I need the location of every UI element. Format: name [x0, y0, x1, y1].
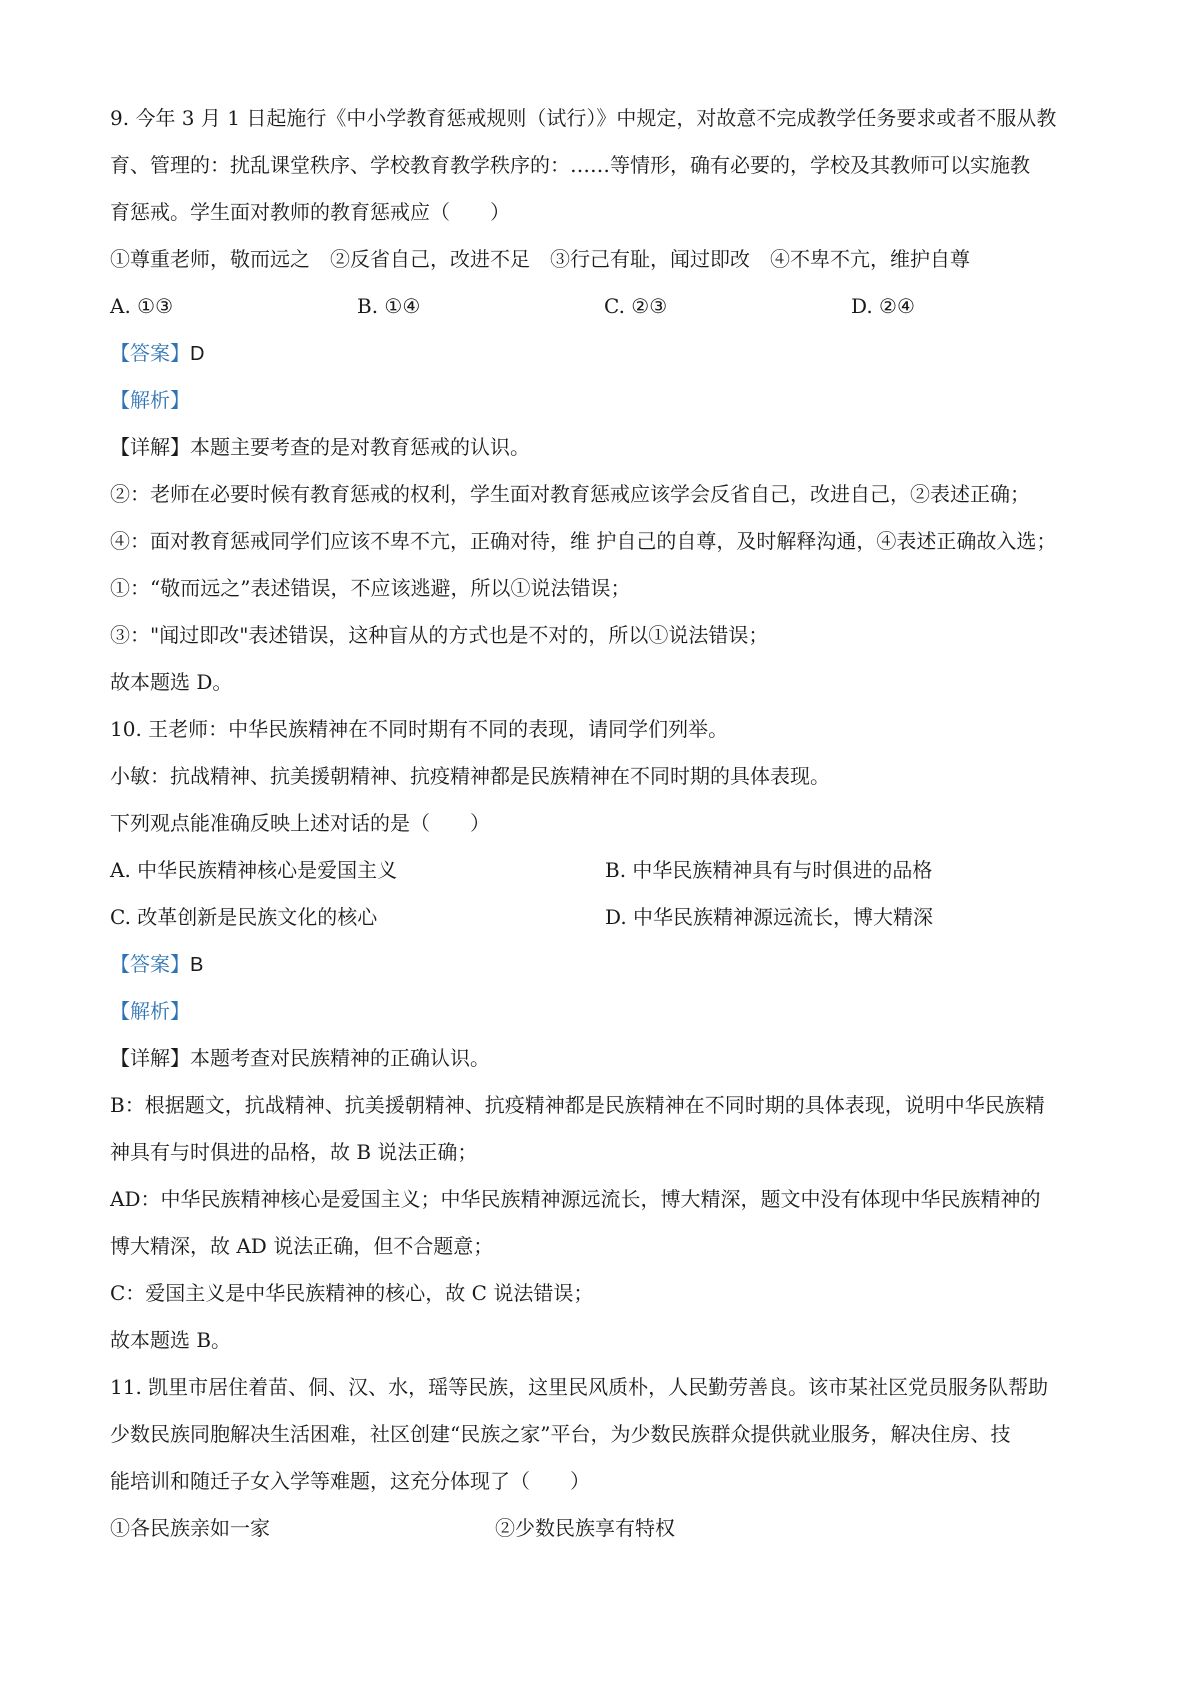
question-stem-line: 下列观点能准确反映上述对话的是（ ）: [110, 811, 490, 835]
option-c: C. 改革创新是民族文化的核心: [110, 905, 378, 929]
option-a: A. ①③: [110, 294, 174, 318]
detail-line: B：根据题文，抗战精神、抗美援朝精神、抗疫精神都是民族精神在不同时期的具体表现，说明中华民族精: [110, 1093, 1045, 1117]
question-stem-line: 少数民族同胞解决生活困难，社区创建“民族之家”平台，为少数民族群众提供就业服务，解决住房、技: [110, 1422, 1011, 1446]
statement-2: ②少数民族享有特权: [495, 1516, 675, 1540]
option-b: B. ①④: [357, 294, 421, 318]
question-9: [110, 95, 1100, 706]
statement-1: ①各民族亲如一家: [110, 1516, 270, 1540]
option-b: B. 中华民族精神具有与时俱进的品格: [605, 858, 933, 882]
detail-line: 故本题选 D。: [110, 670, 233, 694]
question-10: [110, 706, 1100, 1364]
detail-line: ②：老师在必要时候有教育惩戒的权利，学生面对教育惩戒应该学会反省自己，改进自己，②表述正确；: [110, 482, 1030, 506]
detail-line: C：爱国主义是中华民族精神的核心，故 C 说法错误；: [110, 1281, 594, 1305]
detail-line: 【详解】本题考查对民族精神的正确认识。: [110, 1046, 490, 1070]
question-11: [110, 1364, 1100, 1552]
analysis-tag: 【解析】: [110, 999, 190, 1023]
option-row: [110, 894, 1100, 941]
question-stem-line: 11. 凯里市居住着苗、侗、汉、水，瑶等民族，这里民风质朴，人民勤劳善良。该市某社区党员服务队帮助: [110, 1375, 1049, 1399]
answer-line: [110, 330, 1100, 377]
answer-line: [110, 941, 1100, 988]
question-stem-line: 10. 王老师：中华民族精神在不同时期有不同的表现，请同学们列举。: [110, 717, 729, 741]
statement-row: [110, 1505, 1100, 1552]
detail-line: 博大精深，故 AD 说法正确，但不合题意；: [110, 1234, 494, 1258]
detail-line: AD：中华民族精神核心是爱国主义；中华民族精神源远流长，博大精深，题文中没有体现中华民族精神的: [110, 1187, 1041, 1211]
option-d: D. ②④: [851, 294, 915, 318]
question-stem-line: 小敏：抗战精神、抗美援朝精神、抗疫精神都是民族精神在不同时期的具体表现。: [110, 764, 830, 788]
question-stem-line: 育惩戒。学生面对教师的教育惩戒应（ ）: [110, 200, 510, 224]
statement-list: ①尊重老师，敬而远之 ②反省自己，改进不足 ③行己有耻，闻过即改 ④不卑不亢，维护自尊: [110, 247, 970, 271]
detail-line: ④：面对教育惩戒同学们应该不卑不亢，正确对待，维 护自己的自尊，及时解释沟通，④表述正确故入选；: [110, 529, 1057, 553]
answer-tag: 【答案】: [110, 341, 190, 365]
question-stem-line: 能培训和随迁子女入学等难题，这充分体现了（ ）: [110, 1469, 590, 1493]
option-c: C. ②③: [604, 294, 668, 318]
detail-line: ③："闻过即改"表述错误，这种盲从的方式也是不对的，所以①说法错误；: [110, 623, 769, 647]
question-stem-line: 9. 今年 3 月 1 日起施行《中小学教育惩戒规则（试行）》中规定，对故意不完成教学任务要求或者不服从教: [110, 106, 1057, 130]
option-a: A. 中华民族精神核心是爱国主义: [110, 858, 398, 882]
option-row: [110, 847, 1100, 894]
detail-line: 【详解】本题主要考查的是对教育惩戒的认识。: [110, 435, 530, 459]
detail-line: 神具有与时俱进的品格，故 B 说法正确；: [110, 1140, 478, 1164]
document-body: [110, 95, 1100, 1552]
detail-line: ①：“敬而远之”表述错误，不应该逃避，所以①说法错误；: [110, 576, 631, 600]
analysis-tag: 【解析】: [110, 388, 190, 412]
answer-value: B: [190, 954, 204, 976]
answer-value: D: [190, 343, 205, 365]
option-row: [110, 283, 1100, 330]
option-d: D. 中华民族精神源远流长，博大精深: [605, 905, 934, 929]
answer-tag: 【答案】: [110, 952, 190, 976]
detail-line: 故本题选 B。: [110, 1328, 232, 1352]
question-stem-line: 育、管理的：扰乱课堂秩序、学校教育教学秩序的：……等情形，确有必要的，学校及其教师可以实施教: [110, 153, 1030, 177]
